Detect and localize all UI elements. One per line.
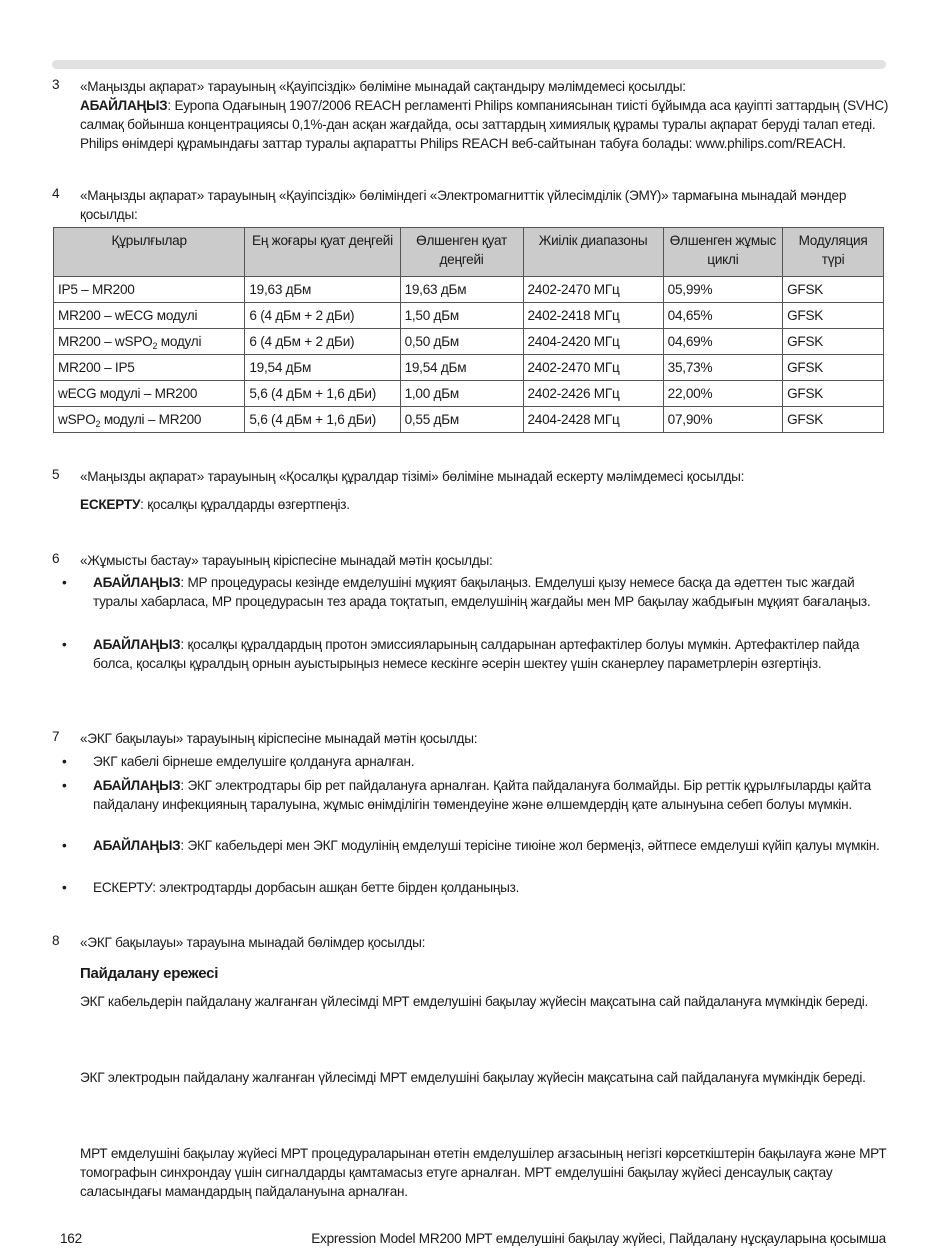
- table-cell: 1,00 дБм: [400, 381, 523, 407]
- table-cell: MR200 – IP5: [54, 355, 245, 381]
- note-paragraph: [80, 495, 888, 514]
- table-cell: wSPO$_2$ модулі – MR200: [54, 407, 245, 433]
- table-cell: GFSK: [783, 407, 884, 433]
- bullet-item: [62, 776, 888, 814]
- table-cell: 0,50 дБм: [400, 329, 523, 355]
- bullet-item: [62, 635, 888, 673]
- item-number: 3: [52, 77, 60, 92]
- table-row: [54, 303, 884, 329]
- bullet-icon: •: [62, 838, 67, 853]
- bullet-label: АБАЙЛАҢЫЗ: [93, 575, 181, 590]
- note-label: ЕСКЕРТУ: [80, 497, 141, 512]
- section-heading: Пайдалану ережесі: [80, 965, 219, 982]
- table-cell: 0,55 дБм: [400, 407, 523, 433]
- item-3: [52, 77, 892, 153]
- item-text: «ЭКГ бақылауы» тарауының кіріспесіне мынадай мәтін қосылды:: [80, 731, 478, 746]
- table-cell: 6 (4 дБм + 2 дБи): [245, 329, 400, 355]
- table-header-cell: Жиілік диапазоны: [523, 228, 663, 277]
- emc-table: [53, 227, 884, 433]
- table-cell: 05,99%: [663, 277, 782, 303]
- bullet-item: [62, 878, 888, 897]
- table-row: [54, 355, 884, 381]
- table-cell: 5,6 (4 дБм + 1,6 дБи): [245, 381, 400, 407]
- bullet-label: АБАЙЛАҢЫЗ: [93, 838, 181, 853]
- table-header-row: [54, 228, 884, 277]
- table-cell: MR200 – wSPO$_2$ модулі: [54, 329, 245, 355]
- bullet-icon: •: [62, 637, 67, 652]
- table-row: [54, 407, 884, 433]
- bullet-text: : ЭКГ электродтары бір рет пайдалануға арналған. Қайта пайдалануға болмайды. Бір реттік құрылғыларды қайта пайдалану инфекцияның таралуына, жұмыс өнімділігін төмендеуіне және өлшемдердің қате алынуына себеп болуы мүмкін.: [93, 778, 871, 812]
- paragraph: ЭКГ кабельдерін пайдалану жалғанған үйлесімді МРТ емделушіні бақылау жүйесін мақсатына сай пайдалануға мүмкіндік береді.: [80, 994, 869, 1009]
- paragraph: МРТ емделушіні бақылау жүйесі МРТ процедураларынан өтетін емделушілер ағзасының негізгі көрсеткіштерін бақылауға және МРТ томографын синхрондау үшін сигналдарды қамтамасыз етуге арналған. МРТ емделушіні бақылау жүйесі денсаулық сақтау саласындағы мамандардың пайдалануына арналған.: [80, 1146, 887, 1199]
- item-number: 6: [52, 551, 60, 566]
- table-cell: 2402-2470 МГц: [523, 355, 663, 381]
- table-row: [54, 329, 884, 355]
- bullet-icon: •: [62, 778, 67, 793]
- item-5: [52, 467, 892, 486]
- table-cell: 6 (4 дБм + 2 дБи): [245, 303, 400, 329]
- bullet-item: [62, 573, 888, 611]
- table-cell: 04,65%: [663, 303, 782, 329]
- page-number: 162: [60, 1231, 82, 1246]
- caution-paragraph: [80, 96, 892, 153]
- caution-label: АБАЙЛАҢЫЗ: [80, 98, 168, 113]
- bullet-text: : қосалқы құралдардың протон эмиссияларының салдарынан артефактілер болуы мүмкін. Артефактілер пайда болса, қосалқы құралдың орнын ауыстырыңыз немесе кескінге әсерін шектеу үшін сканерлеу параметрлерін өзгертіңіз.: [93, 637, 860, 671]
- bullet-text: ЭКГ кабелі бірнеше емделушіге қолдануға арналған.: [93, 754, 415, 769]
- table-cell: 2404-2420 МГц: [523, 329, 663, 355]
- item-number: 8: [52, 933, 60, 948]
- bullet-label: АБАЙЛАҢЫЗ: [93, 637, 181, 652]
- table-cell: 1,50 дБм: [400, 303, 523, 329]
- bullet-icon: •: [62, 880, 67, 895]
- table-cell: GFSK: [783, 355, 884, 381]
- bullet-label: АБАЙЛАҢЫЗ: [93, 778, 181, 793]
- item-number: 5: [52, 467, 60, 482]
- table-cell: 04,69%: [663, 329, 782, 355]
- table-cell: MR200 – wECG модулі: [54, 303, 245, 329]
- table-cell: 22,00%: [663, 381, 782, 407]
- bullet-item: [62, 752, 888, 771]
- table-header-cell: Өлшенген жұмыс циклі: [663, 228, 782, 277]
- table-cell: GFSK: [783, 277, 884, 303]
- table-cell: 19,63 дБм: [400, 277, 523, 303]
- table-cell: 2402-2418 МГц: [523, 303, 663, 329]
- item-number: 7: [52, 729, 60, 744]
- table-row: [54, 381, 884, 407]
- table-cell: wECG модулі – MR200: [54, 381, 245, 407]
- table-header-cell: Ең жоғары қуат деңгейі: [245, 228, 400, 277]
- item-text: «Маңызды ақпарат» тарауының «Қауіпсіздік» бөліміндегі «Электромагниттік үйлесімділік (ЭМҮ)» тармағына мынадай мәндер қосылды:: [80, 188, 847, 222]
- item-6: [52, 551, 892, 570]
- table-cell: 35,73%: [663, 355, 782, 381]
- table-cell: GFSK: [783, 303, 884, 329]
- item-7: [52, 729, 892, 748]
- table-cell: 19,54 дБм: [245, 355, 400, 381]
- table-row: [54, 277, 884, 303]
- table-cell: 5,6 (4 дБм + 1,6 дБи): [245, 407, 400, 433]
- item-text: «Маңызды ақпарат» тарауының «Қосалқы құралдар тізімі» бөліміне мынадай ескерту мәлімдемесі қосылды:: [80, 469, 745, 484]
- bullet-text: : ЭКГ кабельдері мен ЭКГ модулінің емделуші терісіне тиюіне жол бермеңіз, әйтпесе емделуші күйіп қалуы мүмкін.: [180, 838, 880, 853]
- table-cell: 2404-2428 МГц: [523, 407, 663, 433]
- bullet-item: [62, 836, 888, 855]
- bullet-icon: •: [62, 754, 67, 769]
- note-text: : қосалқы құралдарды өзгертпеңіз.: [140, 497, 350, 512]
- item-number: 4: [52, 186, 60, 201]
- item-text: «Маңызды ақпарат» тарауының «Қауіпсіздік» бөліміне мынадай сақтандыру мәлімдемесі қосылды:: [80, 79, 686, 94]
- table-cell: IP5 – MR200: [54, 277, 245, 303]
- item-8: [52, 933, 892, 952]
- table-cell: GFSK: [783, 381, 884, 407]
- item-text: «Жұмысты бастау» тарауының кіріспесіне мынадай мәтін қосылды:: [80, 553, 493, 568]
- item-4: [52, 186, 892, 224]
- top-rule: [52, 60, 886, 69]
- table-cell: 07,90%: [663, 407, 782, 433]
- footer-title: Expression Model MR200 МРТ емделушіні бақылау жүйесі, Пайдалану нұсқауларына қосымша: [311, 1231, 886, 1246]
- paragraph: ЭКГ электродын пайдалану жалғанған үйлесімді МРТ емделушіні бақылау жүйесін мақсатына сай пайдалануға мүмкіндік береді.: [80, 1070, 866, 1085]
- table-cell: 2402-2470 МГц: [523, 277, 663, 303]
- table-header-cell: Өлшенген қуат деңгейі: [400, 228, 523, 277]
- table-cell: GFSK: [783, 329, 884, 355]
- table-cell: 2402-2426 МГц: [523, 381, 663, 407]
- table-cell: 19,63 дБм: [245, 277, 400, 303]
- bullet-icon: •: [62, 575, 67, 590]
- bullet-text: : МР процедурасы кезінде емделушіні мұқият бақылаңыз. Емделуші қызу немесе басқа да әдеттен тыс жағдай туралы хабарласа, МР процедурасын тез арада тоқтатып, емделушінің жағдайы мен МР бақылау жабдығын мұқият бағалаңыз.: [93, 575, 871, 609]
- table-header-cell: Модуляция түрі: [783, 228, 884, 277]
- item-text: «ЭКГ бақылауы» тарауына мынадай бөлімдер қосылды:: [80, 935, 426, 950]
- table-cell: 19,54 дБм: [400, 355, 523, 381]
- table-header-cell: Құрылғылар: [54, 228, 245, 277]
- bullet-text: ЕСКЕРТУ: электродтарды дорбасын ашқан бетте бірден қолданыңыз.: [93, 880, 520, 895]
- caution-text: : Еуропа Одағының 1907/2006 REACH регламенті Philips компаниясынан тиісті бұйымда аса қауіпті заттардың (SVHC) салмақ бойынша концентрациясы 0,1%-дан асқан жағдайда, осы заттардың химиялық құрамы туралы ақпарат беруді талап етеді. Philips өнімдері құрамындағы заттар туралы ақпаратты Philips REACH веб-сайтынан табуға болады: www.philips.com/REACH.: [80, 98, 889, 151]
